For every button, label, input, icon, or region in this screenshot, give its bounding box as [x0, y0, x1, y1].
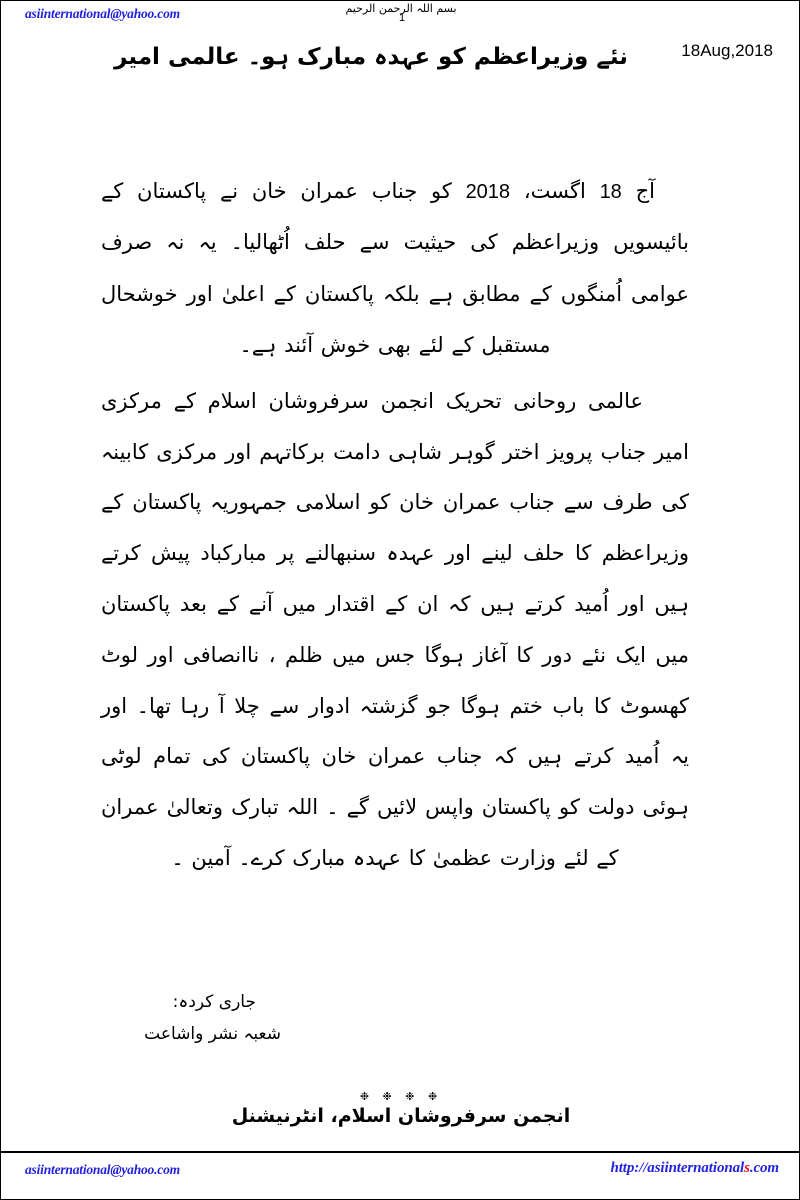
- bismillah-text: بسم اللہ الرحمن الرحیم: [345, 2, 457, 15]
- paragraph-one-day: 18: [599, 181, 622, 203]
- bismillah-block: [1, 3, 800, 24]
- document-date: 18Aug,2018: [681, 41, 773, 60]
- paragraph-one: [1, 166, 800, 372]
- footer-email-address[interactable]: asiinternational@yahoo.com: [25, 1162, 180, 1177]
- footer-organization-block: [1, 1091, 800, 1127]
- issuing-department: شعبہ نشر واشاعت: [144, 1024, 281, 1045]
- paragraph-two: عالمی روحانی تحریک انجمن سرفروشان اسلام کے مرکزی امیر جناب پرویز اختر گوہر شاہی دامت برکاتہم اور مرکزی کابینہ کی طرف سے جناب عمران خان کو اسلامی جمہوریہ پاکستان کے وزیراعظم کا حلف لینے اور عہدہ سنبھالنے پر مبارکباد پیش کرتے ہیں اور اُمید کرتے ہیں کہ ان کے اقتدار میں آنے کے بعد پاکستان میں ایک نئے دور کا آغاز ہوگا جس میں ظلم ، ناانصافی اور لوٹ کھسوٹ کا باب ختم ہوگا جو گزشتہ ادوار سے چلا آ رہا تھا۔ اور یہ اُمید کرتے ہیں کہ جناب عمران خان پاکستان کی تمام لوٹی ہوئی دولت کو پاکستان واپس لائیں گے ۔ اللہ تبارک وتعالیٰ عمران کے لئے وزارت عظمیٰ کا عہدہ مبارک کرے۔ آمین ۔: [101, 388, 689, 871]
- document-footer: [1, 1151, 800, 1199]
- document-header: [1, 1, 800, 101]
- footer-url-tld: .com: [749, 1160, 779, 1176]
- footer-website-url[interactable]: [610, 1160, 779, 1177]
- organization-name: انجمن سرفروشان اسلام، انٹرنیشنل: [231, 1105, 571, 1127]
- paragraph-one-year: 2018: [465, 181, 511, 203]
- paragraph-one-rest: کو جناب عمران خان نے پاکستان کے بائیسویں وزیراعظم کی حیثیت سے حلف اُٹھالیا۔ یہ نہ صرف عوامی اُمنگوں کے مطابق ہے بلکہ پاکستان کے اعلیٰ اور خوشحال مستقبل کے لئے بھی خوش آئند ہے۔: [101, 179, 689, 358]
- paragraph-one-month: اگست،: [523, 179, 586, 203]
- issued-by-label: جاری کردہ:: [172, 992, 256, 1012]
- document-body: [1, 166, 800, 888]
- footer-url-main: http://asiinternational: [610, 1160, 745, 1176]
- page-title: نئے وزیراعظم کو عہدہ مبارک ہو۔ عالمی امیر: [114, 44, 628, 70]
- page-number: 1: [398, 12, 406, 25]
- header-email-address[interactable]: asiinternational@yahoo.com: [25, 6, 180, 21]
- footer-url-accent-letter: s: [744, 1160, 750, 1176]
- paragraph-one-lead: آج: [635, 179, 655, 203]
- signature-block: [1, 986, 800, 1051]
- ornament-divider-icon: ❉ ❉ ❉ ❉: [359, 1090, 443, 1103]
